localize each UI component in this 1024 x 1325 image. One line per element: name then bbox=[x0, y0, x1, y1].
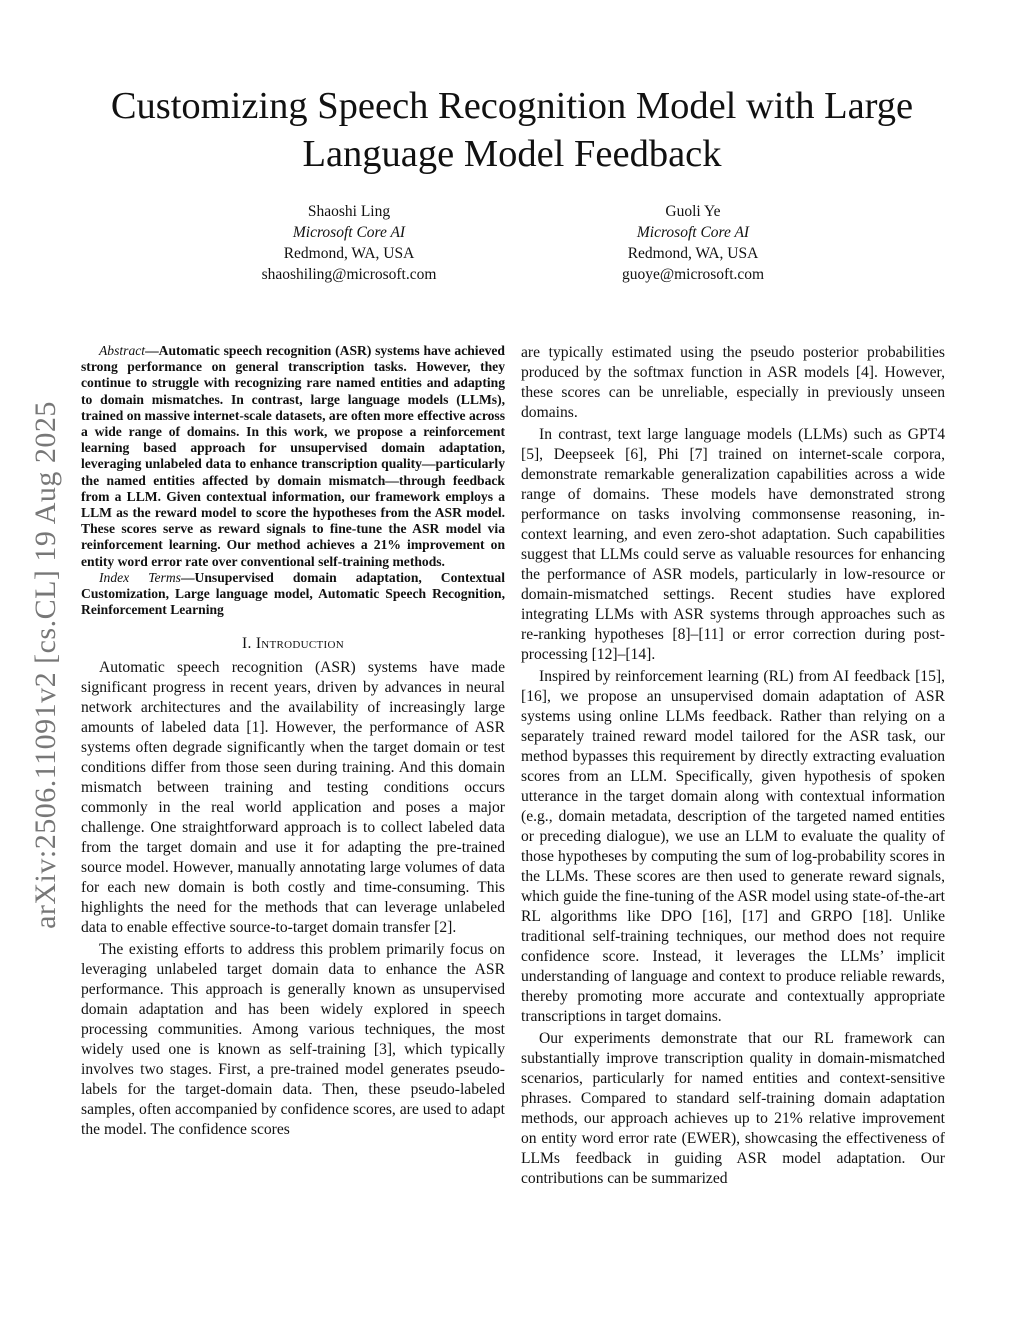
author-email: guoye@microsoft.com bbox=[621, 266, 765, 283]
body-paragraph: Inspired by reinforcement learning (RL) from AI feedback [15], [16], we propose an unsupervised domain adaptation of ASR systems using online LLMs feedback. Rather than relying on a separately trained reward model tailored for the ASR task, our method bypasses this requirement by directly extracting evaluation scores from an LLM. Specifically, given hypothesis of spoken utterance in the target domain along with contextual information (e.g., domain metadata, description of the targeted named entities or preceding dialogue), we use an LLM to evaluate the quality of those hypotheses by computing the sum of log-probability scores in the LLMs. These scores are then used to generate reward signals, which guide the fine-tuning of the ASR model using state-of-the-art RL algorithms like DPO [16], [17] and GRPO [18]. Unlike traditional self-training techniques, our method does not require confidence score. Instead, it leverages the LLMs’ implicit understanding of language and context to produce reliable rewards, thereby promoting more accurate and contextually appropriate transcriptions in target domains. bbox=[521, 668, 945, 1025]
body-paragraph: Automatic speech recognition (ASR) systems have made significant progress in recent years, driven by advances in neural network architectures and the availability of increasingly large amounts of labeled data [1]. However, the performance of ASR systems often degrade significantly when the target domain or test conditions differ from those seen during training. And this domain mismatch between training and testing conditions occurs commonly in the real world application and poses a major challenge. One straightforward approach is to collect labeled data from the target domain and use it for adapting the pre-trained source model. However, manually annotating large volumes of data for each new domain is both costly and time-consuming. This highlights the need for the methods that can leverage unlabeled data to enable effective source-to-target domain transfer [2]. bbox=[81, 659, 505, 937]
right-column bbox=[521, 343, 945, 1189]
section-number: I. bbox=[241, 635, 252, 653]
body-paragraph: Our experiments demonstrate that our RL framework can substantially improve transcription quality in domain-mismatched scenarios, particularly for named entities and context-sensitive phrases. Compared to standard self-training domain adaptation methods, our approach achieves up to 21% relative improvement on entity word error rate (EWER), showcasing the effectiveness of LLMs feedback in guiding ASR model adaptation. Our contributions can be summarized bbox=[521, 1030, 945, 1187]
author-location: Redmond, WA, USA bbox=[283, 245, 415, 262]
author-email: shaoshiling@microsoft.com bbox=[261, 266, 437, 283]
paper-title bbox=[60, 82, 964, 178]
section-heading bbox=[81, 634, 505, 654]
body-paragraph: The existing efforts to address this problem primarily focus on leveraging unlabeled target domain data to enhance the ASR performance. This approach is generally known as unsupervised domain adaptation and has been widely explored in speech processing communities. Among various techniques, the most widely used one is known as self-training [3], which typically involves two stages. First, a pre-trained model generates pseudo-labels for the target-domain data. Then, these pseudo-labeled samples, often accompanied by confidence scores, are used to adapt the model. The confidence scores bbox=[81, 941, 505, 1139]
author-affiliation: Microsoft Core AI bbox=[636, 224, 750, 241]
section-title: Introduction bbox=[255, 635, 345, 653]
index-terms-label: Index Terms bbox=[99, 569, 181, 585]
arxiv-identifier: arXiv:2506.11091v2 [cs.CL] 19 Aug 2025 bbox=[29, 401, 62, 929]
title-line-1: Customizing Speech Recognition Model with Large bbox=[110, 85, 914, 127]
index-terms-text: —Unsupervised domain adaptation, Contextual Customization, Large language model, Automatic Speech Recognition, Reinforcement Learning bbox=[81, 569, 505, 618]
author-name: Guoli Ye bbox=[665, 203, 721, 220]
abstract-label: Abstract bbox=[99, 343, 146, 358]
author-block-1 bbox=[179, 201, 519, 285]
abstract-text: —Automatic speech recognition (ASR) systems have achieved strong performance on general transcription tasks. However, they continue to struggle with recognizing rare named entities and adapting to domain mismatches. In contrast, large language models (LLMs), trained on massive internet-scale datasets, are often more effective across a wide range of domains. In this work, we propose a reinforcement learning based approach for unsupervised domain adaptation, leveraging unlabeled data to enhance transcription quality—particularly the named entities affected by domain mismatch—through feedback from a LLM. Given contextual information, our framework employs a LLM as the reward model to score the hypotheses from the ASR model. These scores serve as reward signals to fine-tune the ASR model via reinforcement learning. Our method achieves a 21% improvement on entity word error rate over conventional self-training methods. bbox=[81, 343, 505, 569]
arxiv-side-label bbox=[28, 370, 64, 960]
left-column bbox=[81, 343, 505, 1140]
abstract bbox=[81, 343, 505, 570]
index-terms bbox=[81, 570, 505, 619]
title-line-2: Language Model Feedback bbox=[302, 133, 722, 175]
author-block-2 bbox=[523, 201, 863, 285]
author-location: Redmond, WA, USA bbox=[627, 245, 759, 262]
author-name: Shaoshi Ling bbox=[307, 203, 391, 220]
body-paragraph: are typically estimated using the pseudo posterior probabilities produced by the softmax function in ASR models [4]. However, these scores can be unreliable, especially in previously unseen domains. bbox=[521, 344, 945, 421]
author-affiliation: Microsoft Core AI bbox=[292, 224, 406, 241]
body-paragraph: In contrast, text large language models (LLMs) such as GPT4 [5], Deepseek [6], Phi [7] trained on internet-scale corpora, demonstrate remarkable generalization capabilities across a wide range of domains. These models have demonstrated strong performance on tasks involving commonsense reasoning, in-context learning, and even zero-shot adaptation. Such capabilities suggest that LLMs could serve as valuable resources for enhancing the performance of ASR models, particularly in low-resource or domain-mismatched settings. Recent studies have explored integrating LLMs with ASR systems through approaches such as re-ranking hypotheses [8]–[11] or error correction during post-processing [12]–[14]. bbox=[521, 426, 945, 663]
